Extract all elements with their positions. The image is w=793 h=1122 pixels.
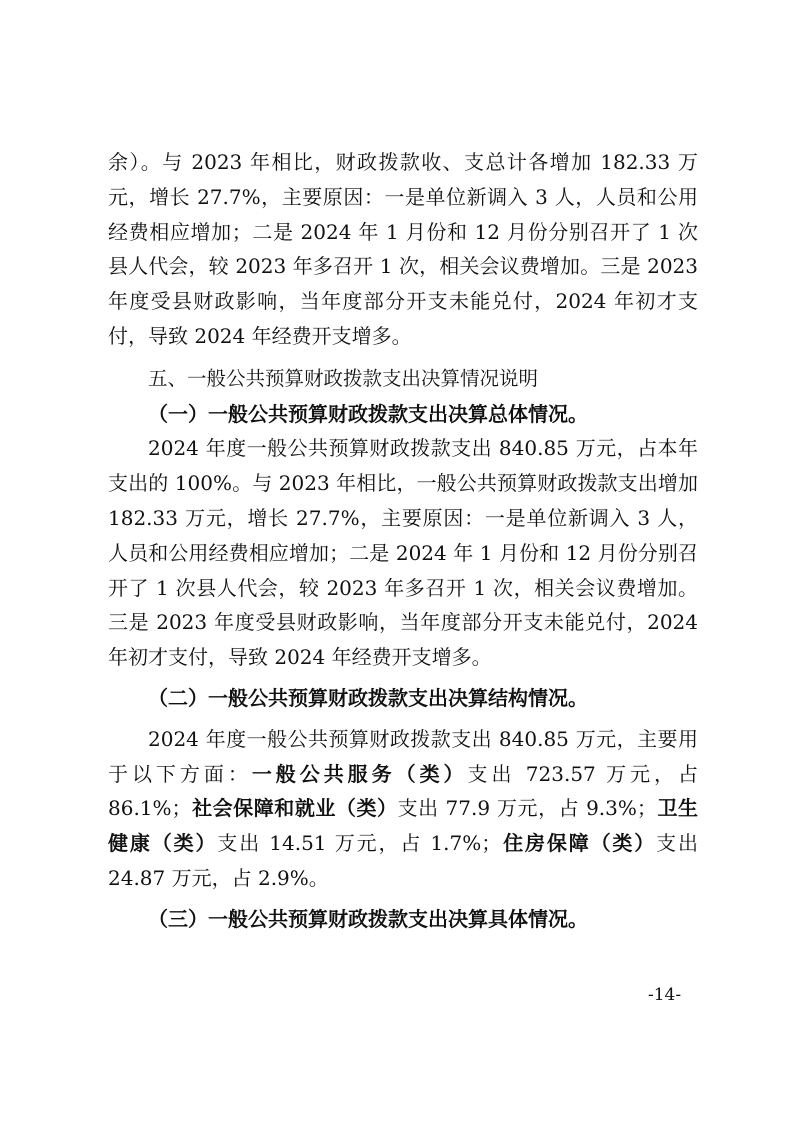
section-heading-5: 五、一般公共预算财政拨款支出决算情况说明 [148,366,539,390]
structure-intro: 2024 年度一般公共预算财政拨款支出 840.85 万元，主要用于以下方面： [108,726,698,786]
category-general-public-services-amount: 支出 723.57 万元，占 86.1%； [108,761,699,821]
page-body [108,145,698,937]
page-number: -14- [648,985,682,1005]
subsection-heading-2: （二）一般公共预算财政拨款支出决算结构情况。 [148,685,588,710]
category-social-security-amount: 支出 77.9 万元，占 9.3%； [397,796,657,821]
category-health: 卫生健康（类） [108,796,698,856]
subsection-heading-1: （一）一般公共预算财政拨款支出决算总体情况。 [148,401,588,426]
paragraph-expenditure-structure [108,722,698,896]
subsection-heading-3: （三）一般公共预算财政拨款支出决算具体情况。 [148,906,588,931]
paragraph-overall-expenditure: 2024 年度一般公共预算财政拨款支出 840.85 万元，占本年支出的 100%。与 2023 年相比，一般公共预算财政拨款支出增加 182.33 万元，增长 27.7%，主要原因：一是单位新调入 3 人，人员和公用经费相应增加；二是 2024 年 1 月份和 12 月份分别召开了 1 次县人代会，较 2023 年多召开 1 次，相关会议费增加。三是 2023 年度受县财政影响，当年度部分开支未能兑付，2024 年初才支付，导致 2024 年经费开支增多。 [108,436,698,670]
category-housing: 住房保障（类） [501,831,657,856]
category-general-public-services: 一般公共服务（类） [251,761,468,786]
category-social-security: 社会保障和就业（类） [191,796,398,821]
category-health-amount: 支出 14.51 万元，占 1.7%； [217,831,502,856]
paragraph-continuation: 余）。与 2023 年相比，财政拨款收、支总计各增加 182.33 万元，增长 27.7%，主要原因：一是单位新调入 3 人，人员和公用经费相应增加；二是 2024 年 1 月份和 12 月份分别召开了 1 次县人代会，较 2023 年多召开 1 次，相关会议费增加。三是 2023 年度受县财政影响，当年度部分开支未能兑付，2024 年初才支付，导致 2024 年经费开支增多。 [108,150,698,348]
category-housing-amount: 支出 24.87 万元，占 2.9%。 [108,831,699,890]
